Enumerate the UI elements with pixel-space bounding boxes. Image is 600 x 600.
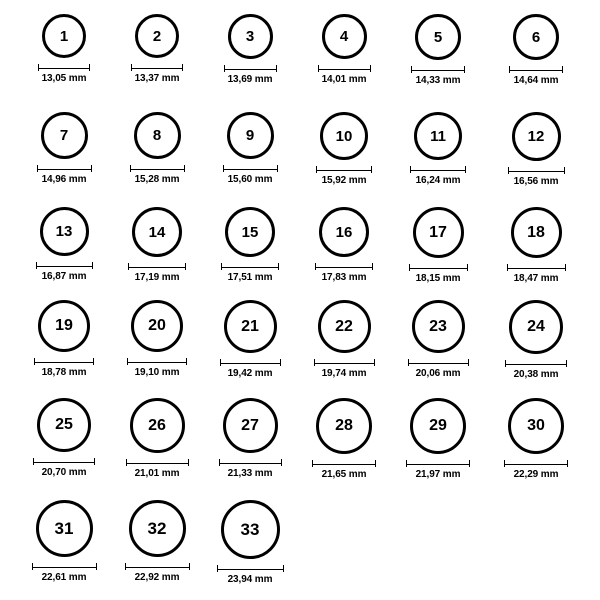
diameter-dimension	[32, 563, 97, 583]
ring-circle	[221, 500, 280, 559]
ring-size-number: 26	[148, 416, 166, 434]
dimension-bar-icon	[318, 65, 371, 72]
ring-circle	[319, 207, 369, 257]
ring-size-number: 24	[527, 318, 545, 335]
diameter-dimension	[410, 166, 466, 186]
ring-circle	[513, 14, 559, 60]
ring-circle	[224, 300, 277, 353]
diameter-dimension	[507, 264, 566, 284]
ring-size-cell	[210, 500, 290, 585]
ring-size-number: 15	[241, 223, 259, 241]
ring-size-number: 11	[430, 127, 446, 145]
ring-size-cell	[496, 207, 576, 284]
ring-size-number: 32	[147, 519, 167, 538]
diameter-dimension	[411, 66, 465, 86]
ring-size-cell	[24, 112, 104, 185]
ring-size-cell	[398, 207, 478, 284]
diameter-dimension	[408, 359, 469, 379]
ring-size-number: 23	[429, 317, 447, 335]
ring-size-number: 30	[527, 417, 545, 434]
diameter-label: 13,37 mm	[134, 73, 180, 84]
diameter-dimension	[125, 563, 190, 583]
diameter-dimension	[220, 359, 281, 379]
dimension-bar-icon	[32, 563, 97, 570]
dimension-bar-icon	[507, 264, 566, 271]
ring-size-cell	[117, 500, 197, 583]
diameter-label: 14,64 mm	[513, 75, 559, 86]
ring-size-cell	[24, 500, 104, 583]
dimension-bar-icon	[411, 66, 465, 73]
ring-size-cell	[210, 300, 290, 379]
diameter-label: 22,92 mm	[134, 572, 180, 583]
ring-size-number: 4	[339, 28, 349, 45]
diameter-dimension	[127, 358, 187, 378]
dimension-bar-icon	[314, 359, 375, 366]
ring-circle	[38, 300, 90, 352]
diameter-dimension	[505, 360, 567, 380]
diameter-label: 15,28 mm	[134, 174, 180, 185]
ring-size-cell	[398, 398, 478, 480]
dimension-bar-icon	[128, 263, 186, 270]
ring-size-cell	[496, 300, 576, 380]
ring-circle	[511, 207, 562, 258]
ring-size-cell	[117, 14, 197, 84]
diameter-dimension	[224, 65, 277, 85]
diameter-label: 21,01 mm	[134, 468, 180, 479]
diameter-dimension	[217, 565, 284, 585]
diameter-dimension	[318, 65, 371, 85]
ring-size-cell	[210, 112, 290, 185]
ring-size-number: 2	[152, 27, 162, 45]
diameter-label: 19,10 mm	[134, 367, 180, 378]
ring-circle	[134, 112, 181, 159]
diameter-dimension	[219, 459, 282, 479]
diameter-label: 16,56 mm	[513, 176, 559, 187]
ring-circle	[322, 14, 367, 59]
diameter-dimension	[37, 165, 92, 185]
ring-size-cell	[304, 207, 384, 283]
ring-circle	[228, 14, 273, 59]
diameter-label: 13,69 mm	[227, 74, 273, 85]
dimension-bar-icon	[509, 66, 563, 73]
dimension-bar-icon	[131, 64, 183, 71]
ring-size-number: 8	[152, 127, 162, 144]
diameter-dimension	[38, 64, 90, 84]
dimension-bar-icon	[38, 64, 90, 71]
ring-size-cell	[304, 300, 384, 379]
diameter-label: 14,33 mm	[415, 75, 461, 86]
dimension-bar-icon	[36, 262, 93, 269]
dimension-bar-icon	[219, 459, 282, 466]
diameter-label: 13,05 mm	[41, 73, 87, 84]
ring-size-cell	[304, 398, 384, 480]
dimension-bar-icon	[126, 459, 189, 466]
ring-circle	[130, 398, 185, 453]
ring-size-cell	[117, 300, 197, 378]
ring-size-number: 13	[55, 223, 73, 240]
diameter-label: 15,92 mm	[321, 175, 367, 186]
ring-circle	[225, 207, 275, 257]
ring-size-number: 20	[148, 317, 166, 334]
diameter-dimension	[314, 359, 375, 379]
ring-circle	[413, 207, 464, 258]
ring-circle	[410, 398, 466, 454]
dimension-bar-icon	[409, 264, 468, 271]
diameter-dimension	[34, 358, 94, 378]
diameter-label: 21,33 mm	[227, 468, 273, 479]
dimension-bar-icon	[33, 458, 95, 465]
diameter-label: 17,19 mm	[134, 272, 180, 283]
ring-size-cell	[117, 112, 197, 185]
dimension-bar-icon	[508, 167, 565, 174]
ring-size-number: 29	[429, 417, 447, 434]
ring-circle	[316, 398, 372, 454]
ring-size-number: 10	[335, 127, 353, 145]
diameter-dimension	[223, 165, 278, 185]
dimension-bar-icon	[34, 358, 94, 365]
ring-circle	[132, 207, 182, 257]
ring-size-number: 28	[335, 417, 353, 434]
diameter-dimension	[316, 166, 372, 186]
diameter-dimension	[409, 264, 468, 284]
ring-circle	[414, 112, 462, 160]
ring-size-cell	[398, 300, 478, 379]
ring-circle	[509, 300, 563, 354]
ring-circle	[320, 112, 368, 160]
diameter-label: 22,29 mm	[513, 469, 559, 480]
ring-circle	[37, 398, 91, 452]
ring-circle	[36, 500, 93, 557]
ring-circle	[40, 207, 89, 256]
ring-size-number: 14	[148, 223, 166, 241]
dimension-bar-icon	[408, 359, 469, 366]
diameter-dimension	[406, 460, 470, 480]
ring-size-number: 17	[429, 223, 447, 241]
ring-size-number: 6	[531, 28, 541, 46]
diameter-label: 14,96 mm	[41, 174, 87, 185]
dimension-bar-icon	[130, 165, 185, 172]
ring-size-number: 1	[59, 27, 69, 45]
ring-size-cell	[210, 14, 290, 85]
ring-circle	[223, 398, 278, 453]
ring-size-cell	[24, 300, 104, 378]
dimension-bar-icon	[504, 460, 568, 467]
ring-circle	[415, 14, 461, 60]
diameter-label: 20,06 mm	[415, 368, 461, 379]
diameter-label: 20,38 mm	[513, 369, 559, 380]
diameter-dimension	[509, 66, 563, 86]
ring-size-number: 33	[240, 520, 260, 539]
ring-circle	[512, 112, 561, 161]
diameter-label: 18,78 mm	[41, 367, 87, 378]
dimension-bar-icon	[220, 359, 281, 366]
diameter-dimension	[33, 458, 95, 478]
diameter-dimension	[508, 167, 565, 187]
diameter-label: 20,70 mm	[41, 467, 87, 478]
ring-size-number: 3	[245, 28, 255, 45]
ring-circle	[318, 300, 371, 353]
ring-size-number: 16	[335, 223, 353, 241]
ring-size-number: 25	[55, 416, 73, 433]
diameter-label: 16,87 mm	[41, 271, 87, 282]
ring-size-number: 5	[433, 28, 443, 46]
ring-size-number: 21	[241, 317, 259, 335]
ring-size-cell	[398, 112, 478, 186]
dimension-bar-icon	[312, 460, 376, 467]
dimension-bar-icon	[217, 565, 284, 572]
diameter-label: 19,42 mm	[227, 368, 273, 379]
ring-size-cell	[398, 14, 478, 86]
dimension-bar-icon	[127, 358, 187, 365]
diameter-dimension	[126, 459, 189, 479]
diameter-label: 21,65 mm	[321, 469, 367, 480]
dimension-bar-icon	[223, 165, 278, 172]
dimension-bar-icon	[315, 263, 373, 270]
dimension-bar-icon	[221, 263, 279, 270]
ring-size-cell	[117, 398, 197, 479]
ring-size-cell	[24, 398, 104, 478]
ring-size-cell	[304, 14, 384, 85]
ring-size-cell	[24, 14, 104, 84]
ring-size-cell	[496, 112, 576, 187]
dimension-bar-icon	[316, 166, 372, 173]
diameter-dimension	[130, 165, 185, 185]
ring-size-number: 12	[527, 128, 545, 145]
dimension-bar-icon	[37, 165, 92, 172]
ring-size-cell	[24, 207, 104, 282]
ring-circle	[227, 112, 274, 159]
diameter-label: 22,61 mm	[41, 572, 87, 583]
diameter-dimension	[504, 460, 568, 480]
ring-size-cell	[210, 398, 290, 479]
ring-size-number: 22	[335, 317, 353, 335]
diameter-dimension	[221, 263, 279, 283]
ring-size-number: 7	[59, 127, 69, 144]
ring-size-number: 18	[527, 223, 545, 241]
diameter-label: 18,15 mm	[415, 273, 461, 284]
diameter-dimension	[131, 64, 183, 84]
dimension-bar-icon	[505, 360, 567, 367]
diameter-label: 14,01 mm	[321, 74, 367, 85]
ring-size-cell	[496, 14, 576, 86]
dimension-bar-icon	[125, 563, 190, 570]
diameter-label: 18,47 mm	[513, 273, 559, 284]
diameter-dimension	[128, 263, 186, 283]
diameter-dimension	[36, 262, 93, 282]
diameter-label: 21,97 mm	[415, 469, 461, 480]
diameter-label: 17,83 mm	[321, 272, 367, 283]
diameter-label: 16,24 mm	[415, 175, 461, 186]
ring-size-cell	[210, 207, 290, 283]
ring-circle	[412, 300, 465, 353]
ring-circle	[129, 500, 186, 557]
ring-size-cell	[304, 112, 384, 186]
diameter-dimension	[312, 460, 376, 480]
ring-circle	[41, 112, 88, 159]
dimension-bar-icon	[406, 460, 470, 467]
ring-circle	[131, 300, 183, 352]
diameter-label: 15,60 mm	[227, 174, 273, 185]
ring-size-number: 27	[241, 416, 259, 434]
diameter-label: 17,51 mm	[227, 272, 273, 283]
ring-circle	[508, 398, 564, 454]
ring-size-cell	[496, 398, 576, 480]
ring-size-cell	[117, 207, 197, 283]
diameter-dimension	[315, 263, 373, 283]
dimension-bar-icon	[224, 65, 277, 72]
diameter-label: 23,94 mm	[227, 574, 273, 585]
diameter-label: 19,74 mm	[321, 368, 367, 379]
ring-circle	[42, 14, 86, 58]
ring-circle	[135, 14, 179, 58]
dimension-bar-icon	[410, 166, 466, 173]
ring-size-number: 31	[54, 519, 74, 538]
ring-size-number: 19	[55, 317, 73, 334]
ring-size-number: 9	[245, 127, 255, 144]
